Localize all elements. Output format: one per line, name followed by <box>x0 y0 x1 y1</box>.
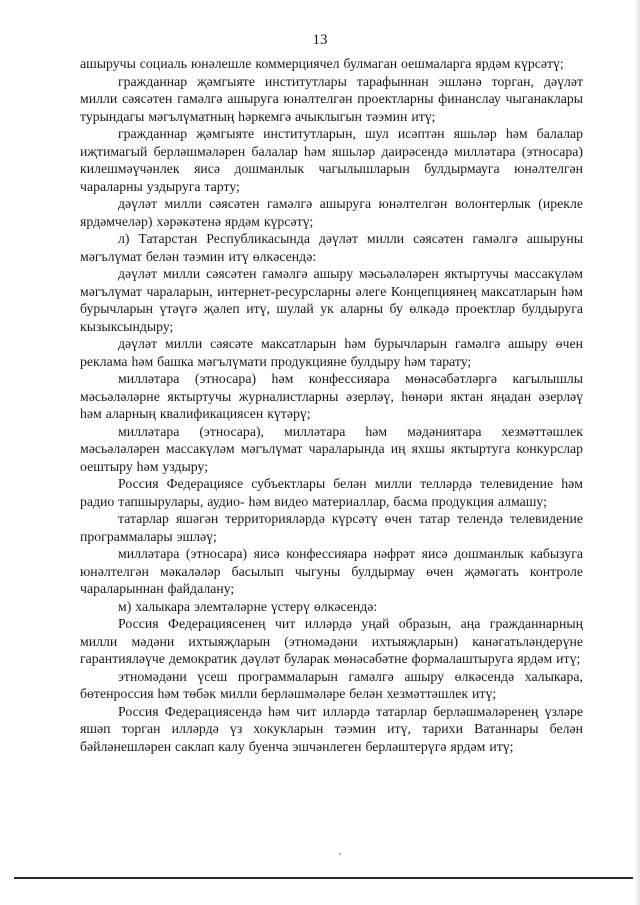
scan-bottom-edge-line <box>14 877 633 879</box>
scan-right-edge-shadow <box>634 0 640 905</box>
paragraph: ашыручы социаль юнәлешле коммерциячел булмаган оешмаларга ярдәм күрсәтү; <box>80 56 564 71</box>
document-body <box>80 55 583 755</box>
page-number: 13 <box>312 32 328 48</box>
paragraph: милләтара (этносара) һәм конфессияара мөнәсәбәтләргә кагылышлы мәсьәләләрне яктыртучы журналистларны әзерләү, һөнәри яктан яңадан әзерләү һәм аларның квалификациясен күтәрү; <box>80 371 583 421</box>
paragraph: Россия Федерациясе субъектлары белән милли телләрдә телевидение һәм радио тапшырулары, аудио- һәм видео материаллар, басма продукция алмашу; <box>80 476 583 509</box>
paragraph: этномәдәни үсеш программаларын гамәлгә ашыру өлкәсендә халыкара, бөтенроссия һәм төбәк милли берләшмәләре белән хезмәттәшлек итү; <box>80 668 583 701</box>
paragraph: дәүләт милли сәясәтен гамәлгә ашыруга юнәлтелгән волонтерлык (ирекле ярдәмчеләр) хәрәкәтенә ярдәм күрсәтү; <box>80 196 583 229</box>
paragraph: татарлар яшәгән территорияләрдә күрсәтү өчен татар телендә телевидение программалары эшләү; <box>80 511 583 544</box>
paragraph: дәүләт милли сәясәтен гамәлгә ашыру мәсьәләләрен яктыртучы массакүләм мәгълүмат чараларын, интернет-ресурсларны әлеге Концепциянең максатларын һәм бурычларын үтәүгә җәлеп итү, шулай ук аларны бу өлкәдә проектлар булдыруга кызыксындыру; <box>80 266 583 334</box>
paragraph: милләтара (этносара), милләтара һәм мәдәниятара хезмәттәшлек мәсьәләләрен массакүләм мәгълүмат чараларында иң яхшы яктыртуга конкурслар оештыру һәм уздыру; <box>80 423 583 474</box>
paragraph: милләтара (этносара) яисә конфессияара нәфрәт яисә дошманлык кабызуга юнәлтелгән мәкаләләр басылып чыгуны булдырмау өчен җәмәгать контроле чараларыннан файдалану; <box>80 546 583 596</box>
paragraph: Россия Федерациясендә һәм чит илләрдә татарлар берләшмәләренең үзләре яшәп торган илләрдә үз хокукларын тәэмин итү, тарихи Ватаннары белән бәйләнешләрен саклап калу буенча эшчәнлеген берләштерүгә ярдәм итү; <box>80 703 583 754</box>
paragraph: дәүләт милли сәясәте максатларын һәм бурычларын гамәлгә ашыру өчен реклама һәм башка мәгълүмати продукцияне булдыру һәм тарату; <box>80 336 583 369</box>
section-heading-m: м) халыкара элемтәләрне үстерү өлкәсендә: <box>118 598 378 614</box>
paragraph: гражданнар җәмгыяте институтлары тарафыннан эшләнә торган, дәүләт милли сәясәтен гамәлгә ашыруга юнәлтелгән проектларны финанслау чыганаклары турындагы мәгълүматның һәркемгә ачыклыгын тәэмин итү; <box>80 73 583 124</box>
paragraph: гражданнар җәмгыяте институтларын, шул исәптән яшьләр һәм балалар иҗтимагый берләшмәләрен балалар һәм яшьләр даирәсендә милләтара (этносара) килешмәүчәнлек яисә дошманлык чагылышларын булдырмауга юнәлтелгән чараларны уздыруга тарту; <box>80 126 583 194</box>
section-heading-l: л) Татарстан Республикасында дәүләт милли сәясәтен гамәлгә ашыруны мәгълүмат белән тәэмин итү өлкәсендә: <box>80 231 583 264</box>
scan-speck <box>339 853 341 855</box>
paragraph: Россия Федерациясенең чит илләрдә уңай образын, аңа гражданнарның милли мәдәни ихтыяҗларын (этномәдәни ихтыяҗларын) канәгатьләндерүне гарантияләүче демократик дәүләт буларак мөнәсәбәтне формалаштыруга ярдәм итү; <box>80 616 583 666</box>
